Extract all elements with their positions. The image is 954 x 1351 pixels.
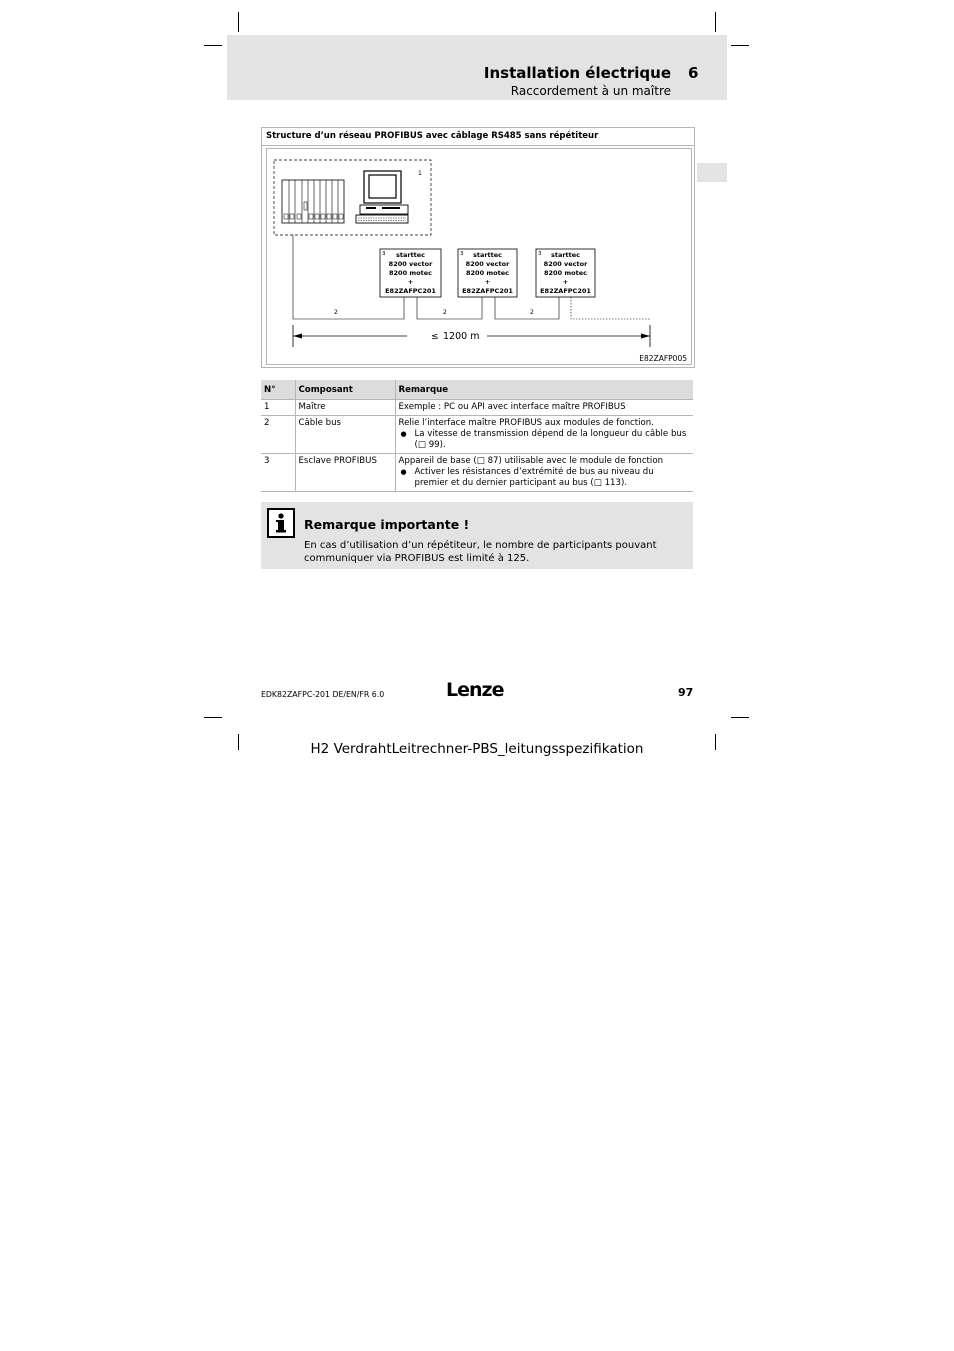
distance-label: 1200 m bbox=[443, 331, 480, 342]
slave-line: 8200 vector bbox=[465, 260, 510, 268]
slave-line: + bbox=[407, 278, 414, 286]
slave-line: starttec bbox=[472, 251, 503, 259]
info-icon bbox=[267, 508, 295, 538]
page-number: 97 bbox=[678, 686, 694, 699]
crop-mark bbox=[731, 45, 749, 46]
crop-mark bbox=[204, 45, 222, 46]
slave-line: 8200 vector bbox=[388, 260, 433, 268]
column-header: Composant bbox=[295, 380, 395, 400]
lenze-logo: Lenze bbox=[446, 679, 504, 701]
distance-symbol: ≤ bbox=[431, 332, 439, 342]
remark-bullet: ● Activer les résistances d’extrémité de bus au niveau du premier et du dernier participant au bus (□ 113). bbox=[399, 467, 691, 489]
master-label: 1 bbox=[418, 170, 422, 177]
cable-label: 2 bbox=[443, 309, 447, 316]
cell-component: Câble bus bbox=[295, 416, 395, 454]
page-subtitle: Raccordement à un maître bbox=[510, 84, 671, 98]
slave-line: E82ZAFPC201 bbox=[385, 287, 436, 295]
plc-rack-icon bbox=[282, 180, 344, 223]
table-header-row bbox=[261, 380, 693, 400]
slave-line: + bbox=[562, 278, 569, 286]
chapter-tab bbox=[697, 163, 727, 182]
column-header: N° bbox=[261, 380, 295, 400]
slave-line: E82ZAFPC201 bbox=[462, 287, 513, 295]
important-note bbox=[261, 502, 693, 569]
remark-bullet: ● La vitesse de transmission dépend de la longueur du câble bus (□ 99). bbox=[399, 429, 691, 451]
slave-index: 3 bbox=[382, 251, 386, 257]
remark-text: Relie l’interface maître PROFIBUS aux modules de fonction. bbox=[398, 418, 654, 428]
slave-device bbox=[380, 249, 441, 297]
cell-remark bbox=[395, 416, 693, 454]
slave-line: 8200 motec bbox=[544, 269, 587, 277]
slave-line: 8200 motec bbox=[389, 269, 432, 277]
slave-line: E82ZAFPC201 bbox=[540, 287, 591, 295]
slave-index: 3 bbox=[460, 251, 464, 257]
cell-number: 2 bbox=[261, 416, 295, 454]
cell-remark bbox=[395, 400, 693, 416]
slave-index: 3 bbox=[538, 251, 542, 257]
cell-number: 1 bbox=[261, 400, 295, 416]
slave-line: 8200 vector bbox=[543, 260, 588, 268]
figure-frame bbox=[261, 127, 695, 368]
remark-text: Appareil de base (□ 87) utilisable avec le module de fonction bbox=[398, 456, 664, 466]
slave-device bbox=[458, 249, 517, 297]
crop-mark bbox=[715, 12, 716, 32]
slave-line: + bbox=[484, 278, 491, 286]
crop-mark bbox=[238, 12, 239, 32]
cable-label: 2 bbox=[530, 309, 534, 316]
cell-number: 3 bbox=[261, 454, 295, 492]
slave-line: 8200 motec bbox=[466, 269, 509, 277]
table-row bbox=[261, 454, 693, 492]
note-title: Remarque importante ! bbox=[304, 517, 470, 532]
cable-label: 2 bbox=[334, 309, 338, 316]
table-row bbox=[261, 416, 693, 454]
remark-text: Exemple : PC ou API avec interface maître PROFIBUS bbox=[398, 402, 626, 412]
document-id: EDK82ZAFPC-201 DE/EN/FR 6.0 bbox=[261, 690, 385, 699]
crop-mark bbox=[204, 717, 222, 718]
chapter-number: 6 bbox=[688, 64, 699, 82]
figure-code: E82ZAFP005 bbox=[639, 354, 687, 363]
bottom-label: H2 VerdrahtLeitrechner-PBS_leitungsspezifikation bbox=[310, 741, 644, 757]
figure-caption: Structure d’un réseau PROFIBUS avec câblage RS485 sans répétiteur bbox=[266, 131, 599, 141]
cell-component: Esclave PROFIBUS bbox=[295, 454, 395, 492]
crop-mark bbox=[731, 717, 749, 718]
page-title: Installation électrique bbox=[483, 64, 671, 82]
column-header: Remarque bbox=[395, 380, 693, 400]
slave-device bbox=[536, 249, 595, 297]
cell-remark bbox=[395, 454, 693, 492]
component-table bbox=[261, 380, 693, 492]
cell-component: Maître bbox=[295, 400, 395, 416]
slave-line: starttec bbox=[550, 251, 581, 259]
pc-computer-icon bbox=[356, 171, 408, 223]
table-row bbox=[261, 400, 693, 416]
network-diagram bbox=[262, 128, 694, 367]
slave-line: starttec bbox=[395, 251, 426, 259]
note-text: En cas d’utilisation d’un répétiteur, le nombre de participants pouvant communiquer via PROFIBUS est limité à 125. bbox=[304, 540, 657, 564]
